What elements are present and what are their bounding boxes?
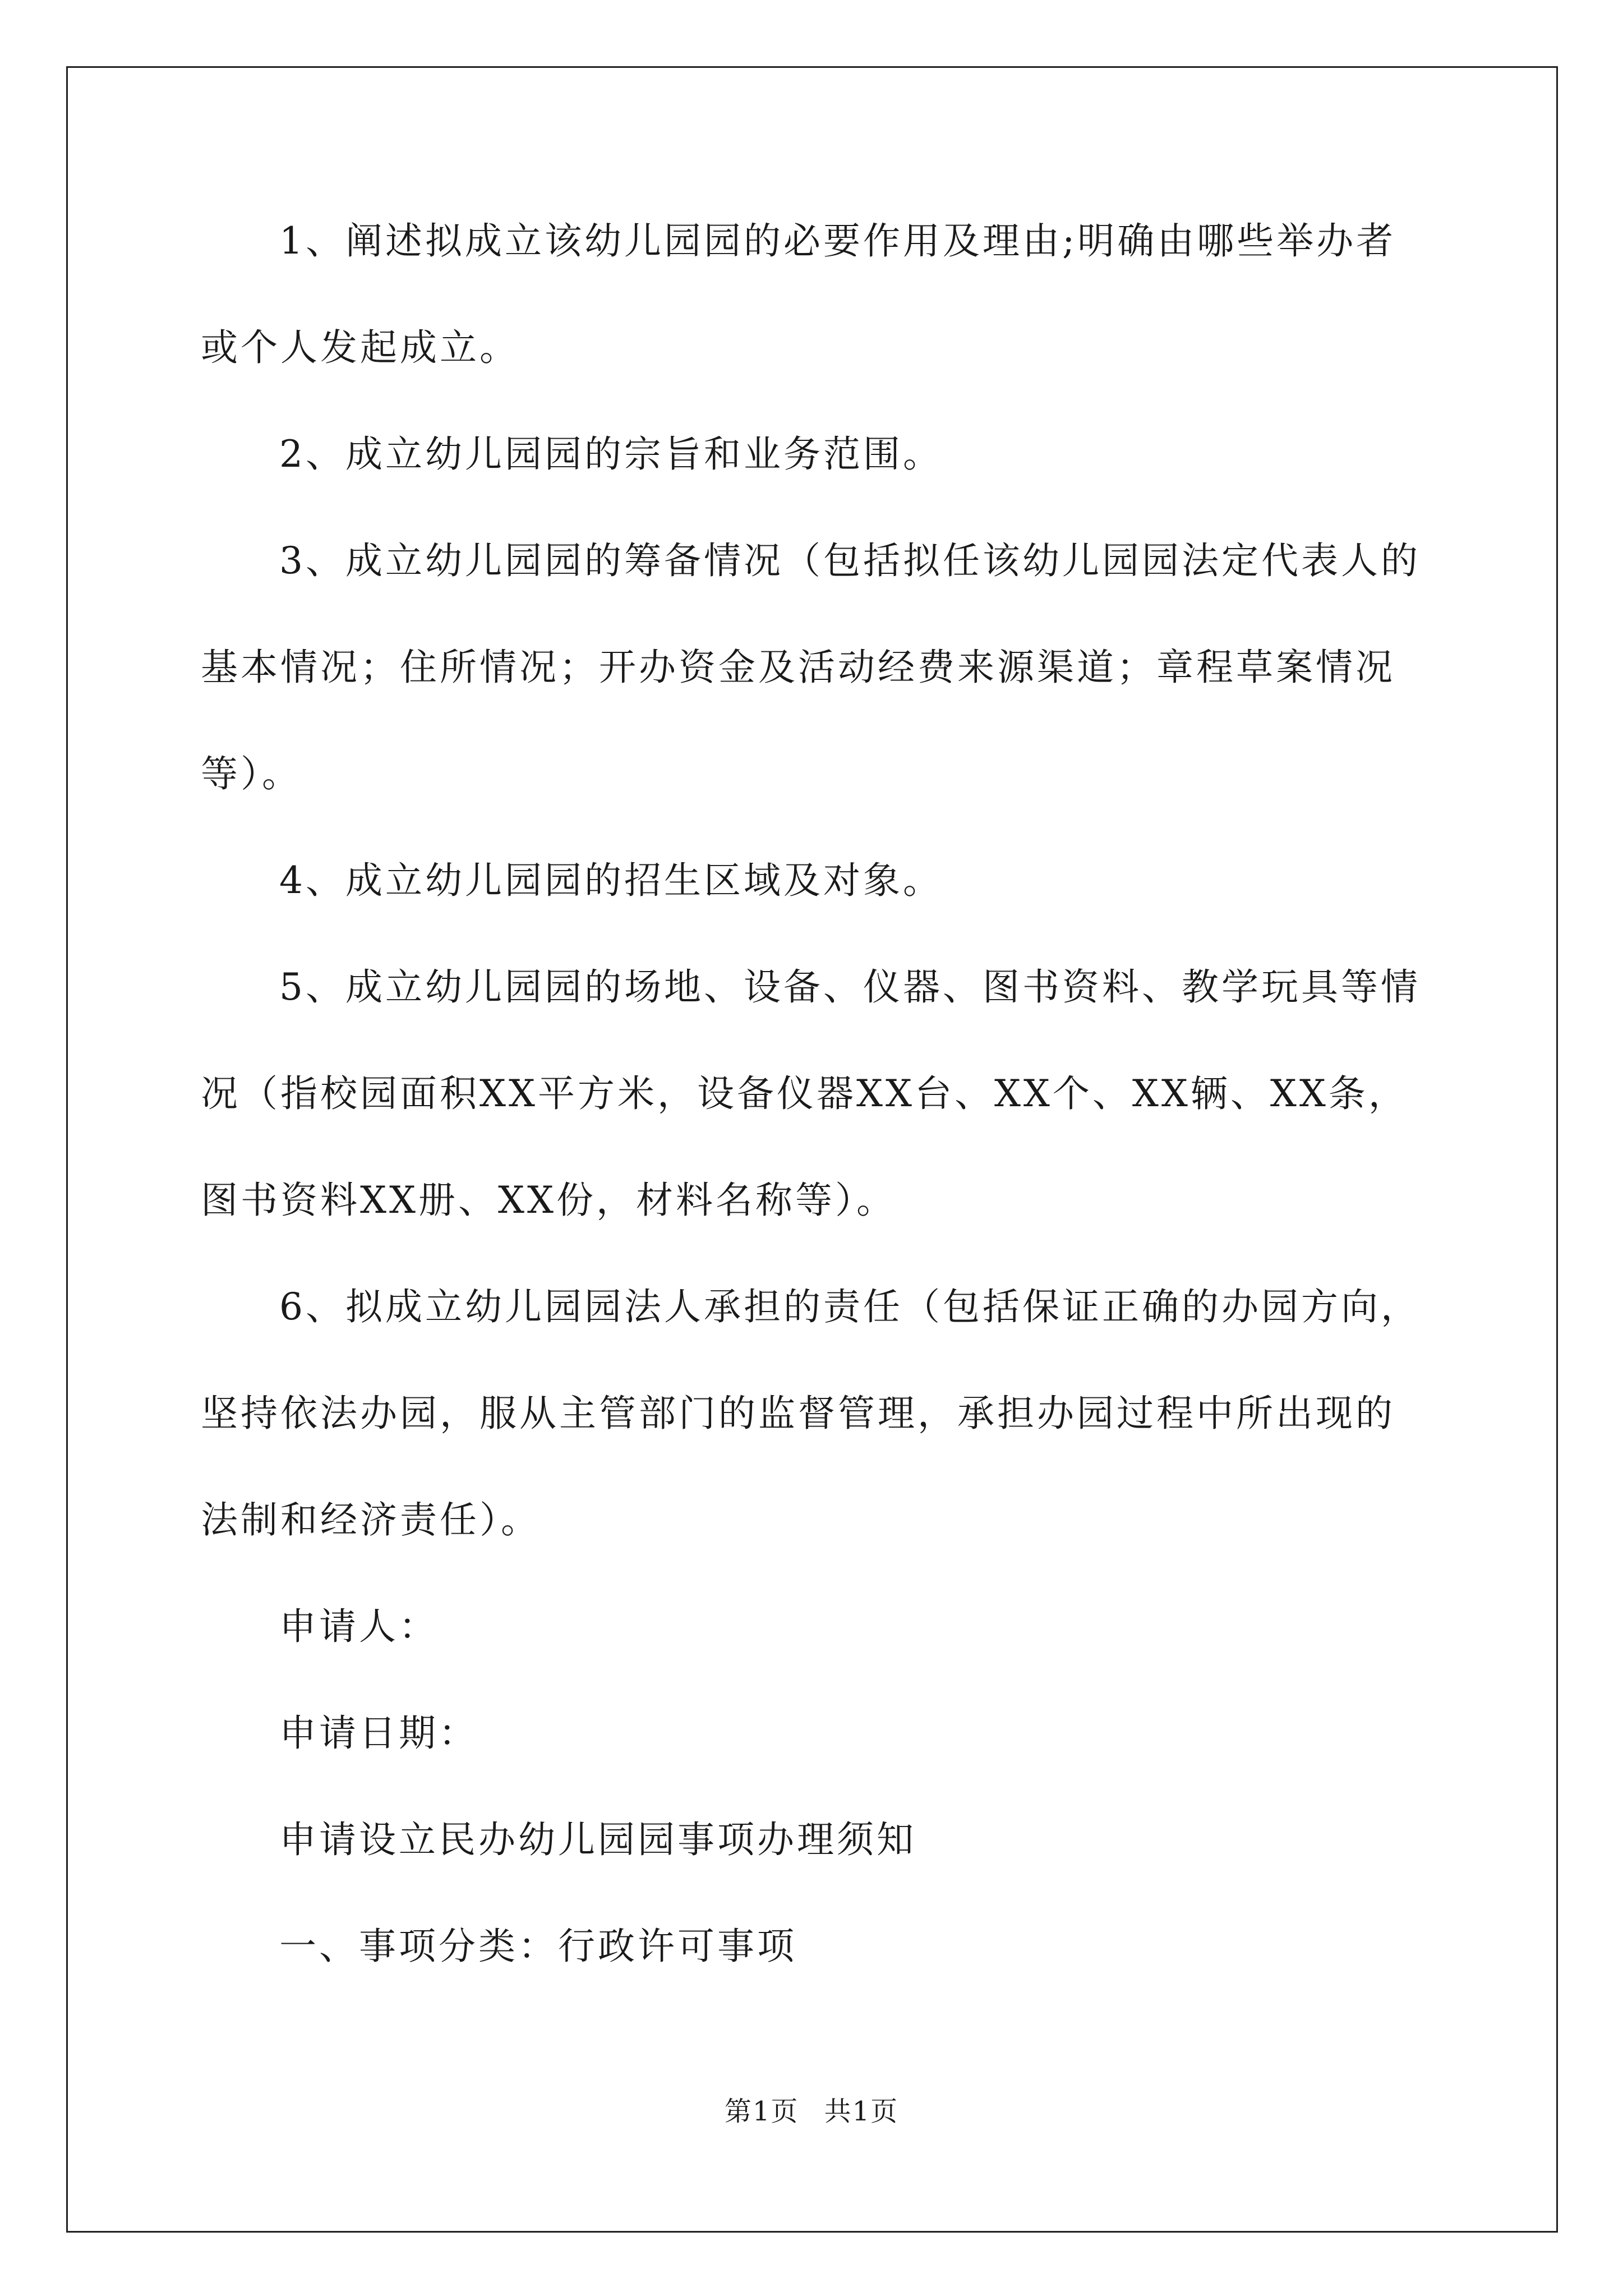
paragraph-3-line-3: 等）。: [201, 752, 302, 795]
application-date-label: 申请日期：: [279, 1711, 478, 1755]
page-total: 共1页: [824, 2096, 899, 2127]
paragraph-6-line-3: 法制和经济责任）。: [201, 1498, 541, 1542]
section-heading-1: 一、事项分类：行政许可事项: [279, 1925, 797, 1968]
notice-title: 申请设立民办幼儿园园事项办理须知: [279, 1818, 916, 1861]
paragraph-5-line-2: 况（指校园面积XX平方米，设备仪器XX台、XX个、XX辆、XX条，: [201, 1072, 1408, 1115]
applicant-label: 申请人：: [279, 1605, 439, 1648]
page-current: 第1页: [724, 2096, 799, 2127]
paragraph-5-line-3: 图书资料XX册、XX份，材料名称等）。: [201, 1179, 896, 1222]
paragraph-4-line-1: 4、成立幼儿园园的招生区域及对象。: [279, 859, 943, 902]
paragraph-3-line-1: 3、成立幼儿园园的筹备情况（包括拟任该幼儿园园法定代表人的: [279, 539, 1421, 582]
paragraph-1-line-2: 或个人发起成立。: [201, 326, 519, 369]
paragraph-1-line-1: 1、阐述拟成立该幼儿园园的必要作用及理由;明确由哪些举办者: [279, 219, 1396, 263]
paragraph-2-line-1: 2、成立幼儿园园的宗旨和业务范围。: [279, 432, 943, 476]
paragraph-6-line-2: 坚持依法办园，服从主管部门的监督管理，承担办园过程中所出现的: [201, 1392, 1395, 1435]
paragraph-6-line-1: 6、拟成立幼儿园园法人承担的责任（包括保证正确的办园方向，: [279, 1285, 1421, 1328]
page-footer: [0, 2090, 1623, 2128]
paragraph-5-line-1: 5、成立幼儿园园的场地、设备、仪器、图书资料、教学玩具等情: [279, 965, 1421, 1009]
paragraph-3-line-2: 基本情况；住所情况；开办资金及活动经费来源渠道；章程草案情况: [201, 646, 1395, 689]
